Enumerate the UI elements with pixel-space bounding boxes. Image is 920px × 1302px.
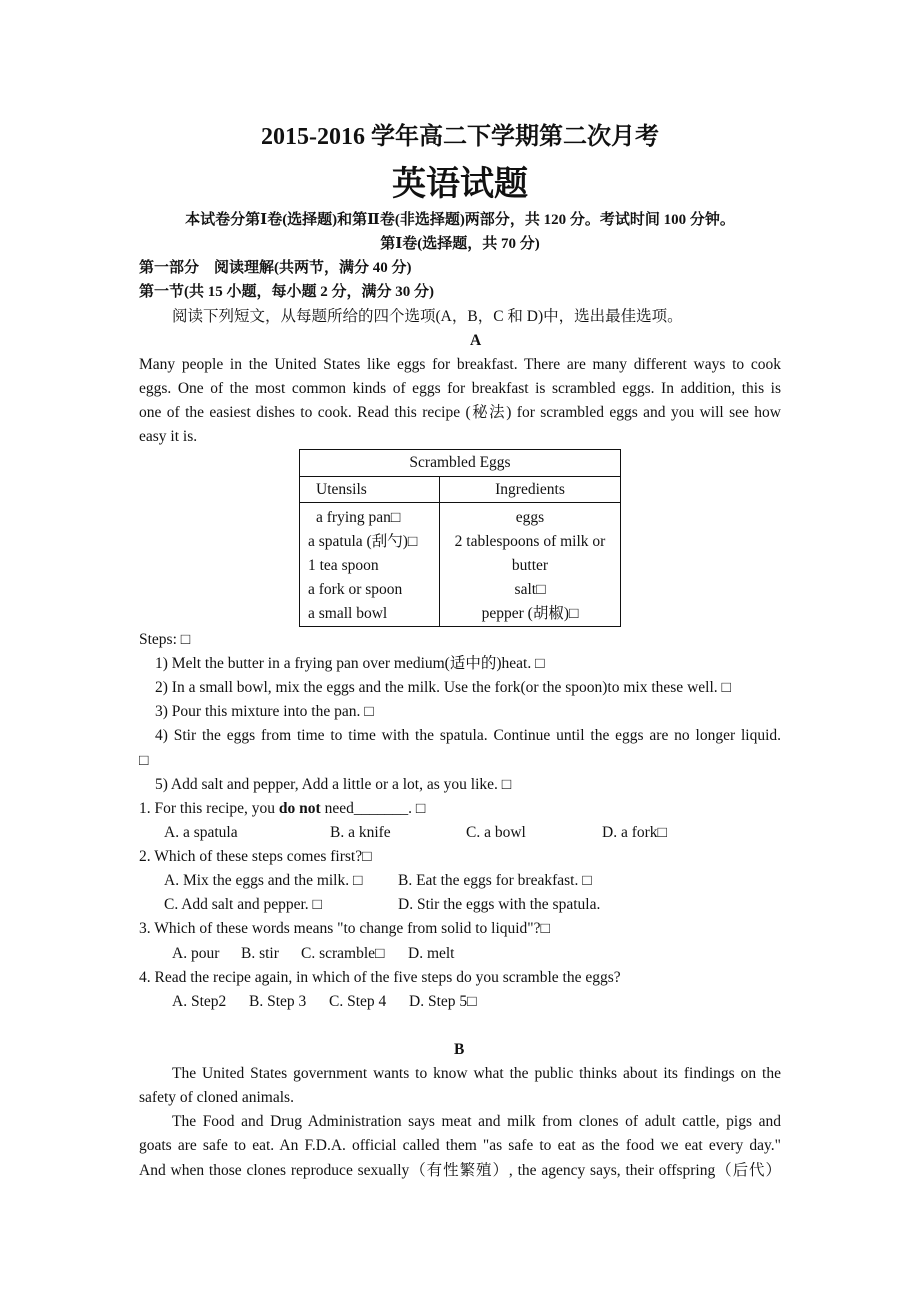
table-divider [300,476,620,477]
ingredient-item: butter [511,557,549,574]
passage-line: safety of cloned animals. [139,1089,294,1106]
passage-line: one of the easiest dishes to cook. Read this recipe (秘法) for scrambled eggs and you will see how [139,404,781,421]
table-header-utensils: Utensils [316,481,367,498]
utensil-item: 1 tea spoon [308,557,379,574]
option: B. stir [241,945,279,962]
passage-line: The United States government wants to know what the public thinks about its findings on the [172,1065,781,1082]
ingredient-item: pepper (胡椒)□ [481,605,579,622]
option: D. melt [408,945,455,962]
option: C. a bowl [466,824,526,841]
part-heading: 第一部分 阅读理解(共两节，满分 40 分) [139,260,412,276]
passage-line: eggs. One of the most common kinds of eggs for breakfast is scrambled eggs. In addition, this is [139,380,781,397]
ingredient-item: 2 tablespoons of milk or [454,533,606,550]
exam-intro: 本试卷分第Ⅰ卷(选择题)和第Ⅱ卷(非选择题)两部分，共 120 分。考试时间 100 分钟。 [185,212,735,228]
passage-label: A [470,332,482,349]
passage-line: easy it is. [139,428,198,445]
option: B. a knife [330,824,391,841]
step-item: 1) Melt the butter in a frying pan over medium(适中的)heat. □ [155,655,545,672]
question-2: 2. Which of these steps comes first?□ [139,848,372,865]
table-title: Scrambled Eggs [409,454,511,471]
passage-line: The Food and Drug Administration says meat and milk from clones of adult cattle, pigs and [172,1113,781,1130]
passage-line: Many people in the United States like eggs for breakfast. There are many different ways to cook [139,356,781,373]
section-heading: 第一节(共 15 小题，每小题 2 分，满分 30 分) [139,284,434,300]
step-item: 5) Add salt and pepper, Add a little or a lot, as you like. □ [155,776,512,793]
ingredient-item: eggs [515,509,545,526]
option: C. Add salt and pepper. □ [164,896,322,913]
option: C. Step 4 [329,993,387,1010]
option: D. Step 5□ [409,993,477,1010]
utensil-item: a spatula (刮勺)□ [308,533,418,550]
table-divider [300,502,620,503]
question-text: 1. For this recipe, you [139,800,279,817]
utensil-item: a frying pan□ [316,509,401,526]
option: A. a spatula [164,824,238,841]
subject-title: 英语试题 [392,166,528,203]
utensil-item: a fork or spoon [308,581,403,598]
ingredient-item: salt□ [514,581,546,598]
option: A. Step2 [172,993,227,1010]
question-emphasis: do not [278,800,321,817]
exam-title: 2015-2016 学年高二下学期第二次月考 [261,124,659,150]
option: B. Eat the eggs for breakfast. □ [398,872,592,889]
option: C. scramble□ [301,945,385,962]
option: D. Stir the eggs with the spatula. [398,896,601,913]
question-3: 3. Which of these words means "to change from solid to liquid"?□ [139,920,550,937]
table-header-ingredients: Ingredients [495,481,565,498]
recipe-table [299,449,621,627]
passage-label: B [454,1041,465,1058]
question-1 [139,799,425,819]
instruction: 阅读下列短文，从每题所给的四个选项(A，B，C 和 D)中，选出最佳选项。 [172,308,683,325]
option: B. Step 3 [249,993,307,1010]
steps-label: Steps: □ [139,631,191,648]
option: A. Mix the eggs and the milk. □ [164,872,363,889]
utensil-item: a small bowl [308,605,388,622]
step-item: 4) Stir the eggs from time to time with the spatula. Continue until the eggs are no longer liquid. [155,727,781,744]
question-text: need_______. □ [320,800,426,817]
passage-line: goats are safe to eat. An F.D.A. official called them "as safe to eat as the food we eat every day." [139,1137,781,1154]
option: D. a fork□ [602,824,667,841]
step-item-continuation: □ [139,752,149,769]
passage-line: And when those clones reproduce sexually（有性繁殖）, the agency says, their offspring（后代） [139,1162,781,1179]
step-item: 3) Pour this mixture into the pan. □ [155,703,374,720]
question-4: 4. Read the recipe again, in which of the five steps do you scramble the eggs? [139,969,621,986]
option: A. pour [172,945,220,962]
step-item: 2) In a small bowl, mix the eggs and the milk. Use the fork(or the spoon)to mix these well. □ [155,679,731,696]
volume-heading: 第Ⅰ卷(选择题，共 70 分) [380,236,540,252]
